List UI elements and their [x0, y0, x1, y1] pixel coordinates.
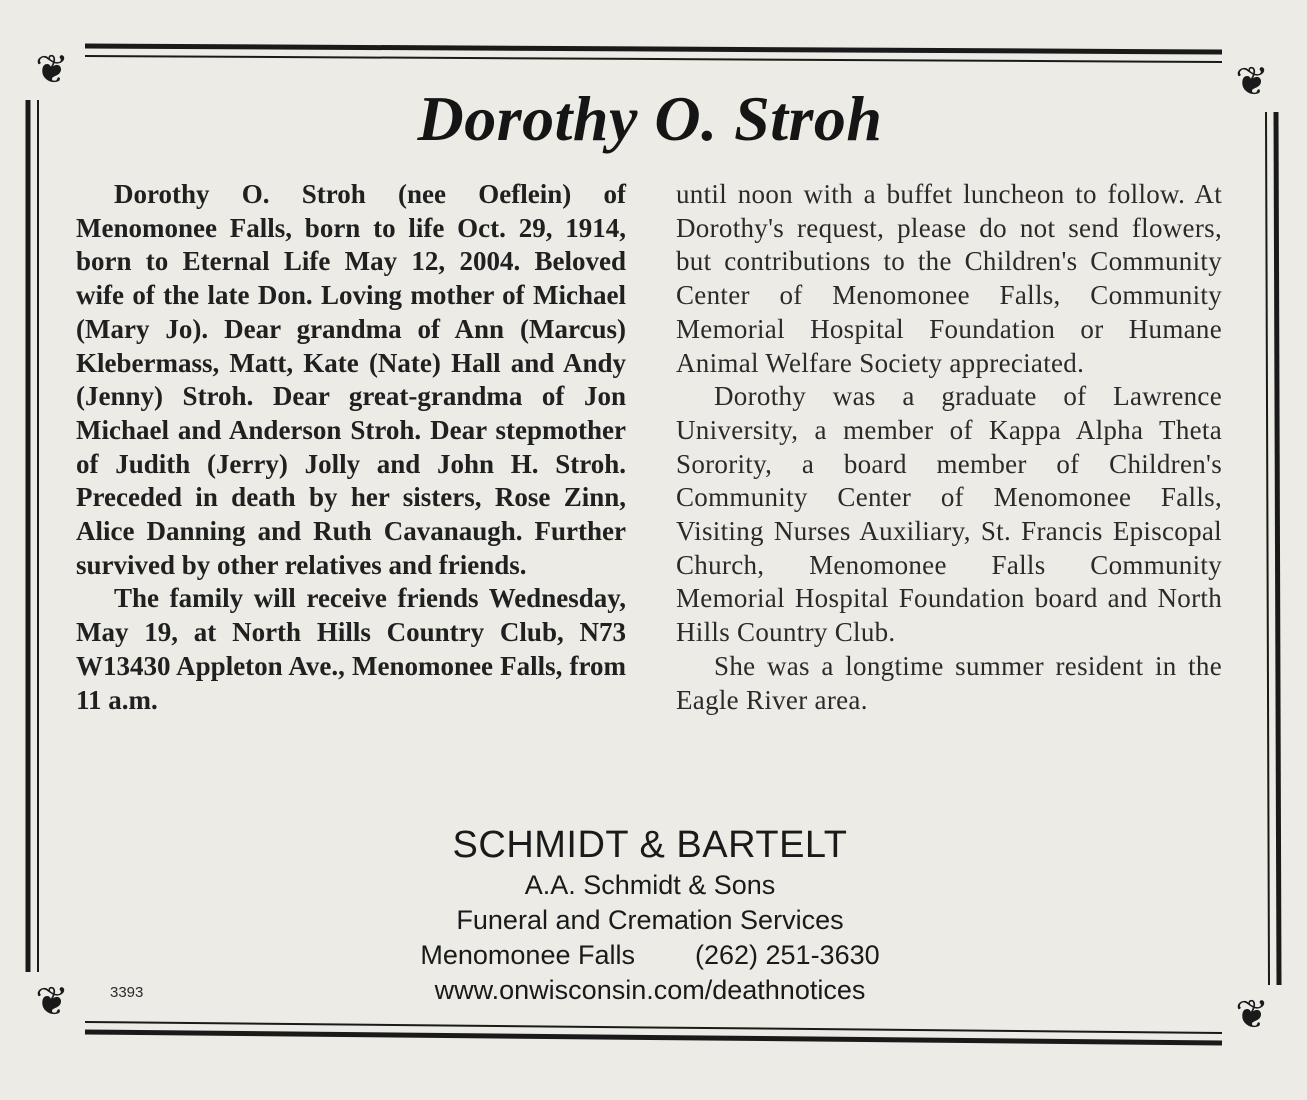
corner-flourish-icon: ❦ [1235, 992, 1269, 1038]
obituary-paragraph: until noon with a buffet luncheon to follow. At Dorothy's request, please do not send flowers, but contributions to the Children's Community Center of Menomonee Falls, Community Memorial Hospital Foundation or Humane Animal Welfare Society appreciated. [676, 179, 1222, 378]
funeral-home-contact [250, 938, 1050, 973]
obituary-title: Dorothy O. Stroh [417, 83, 883, 154]
left-column [76, 178, 626, 717]
corner-flourish-icon: ❦ [1235, 59, 1269, 105]
corner-flourish-icon: ❦ [35, 979, 69, 1025]
obituary-paragraph: Dorothy O. Stroh (nee Oeflein) of Menomonee Falls, born to life Oct. 29, 1914, born to Eternal Life May 12, 2004. Beloved wife of the late Don. Loving mother of Michael (Mary Jo). Dear grandma of Ann (Marcus) Klebermass, Matt, Kate (Nate) Hall and Andy (Jenny) Stroh. Dear great-grandma of Jon Michael and Anderson Stroh. Dear stepmother of Judith (Jerry) Jolly and John H. Stroh. Preceded in death by her sisters, Rose Zinn, Alice Danning and Ruth Cavanaugh. Further survived by other relatives and friends. [76, 179, 626, 580]
funeral-home-name: SCHMIDT & BARTELT [452, 824, 848, 866]
funeral-home-block [250, 822, 1050, 1008]
funeral-home-phone: (262) 251-3630 [694, 940, 880, 970]
obituary-paragraph: She was a longtime summer resident in the Eagle River area. [676, 650, 1222, 715]
funeral-home-location: Menomonee Falls [420, 940, 635, 970]
ad-code: 3393 [110, 984, 144, 1001]
funeral-home-subtitle: A.A. Schmidt & Sons [524, 870, 776, 900]
corner-flourish-icon: ❦ [35, 47, 69, 93]
right-column [676, 178, 1222, 717]
obituary-paragraph: Dorothy was a graduate of Lawrence University, a member of Kappa Alpha Theta Sorority, a board member of Children's Community Center of Menomonee Falls, Visiting Nurses Auxiliary, St. Francis Episcopal Church, Menomonee Falls Community Memorial Hospital Foundation board and North Hills Country Club. [676, 381, 1222, 648]
funeral-home-services: Funeral and Cremation Services [456, 905, 844, 935]
obituary-paragraph: The family will receive friends Wednesday, May 19, at North Hills Country Club, N73 W13430 Appleton Ave., Menomonee Falls, from 11 a.m. [76, 583, 626, 715]
funeral-home-website: www.onwisconsin.com/deathnotices [434, 975, 866, 1005]
